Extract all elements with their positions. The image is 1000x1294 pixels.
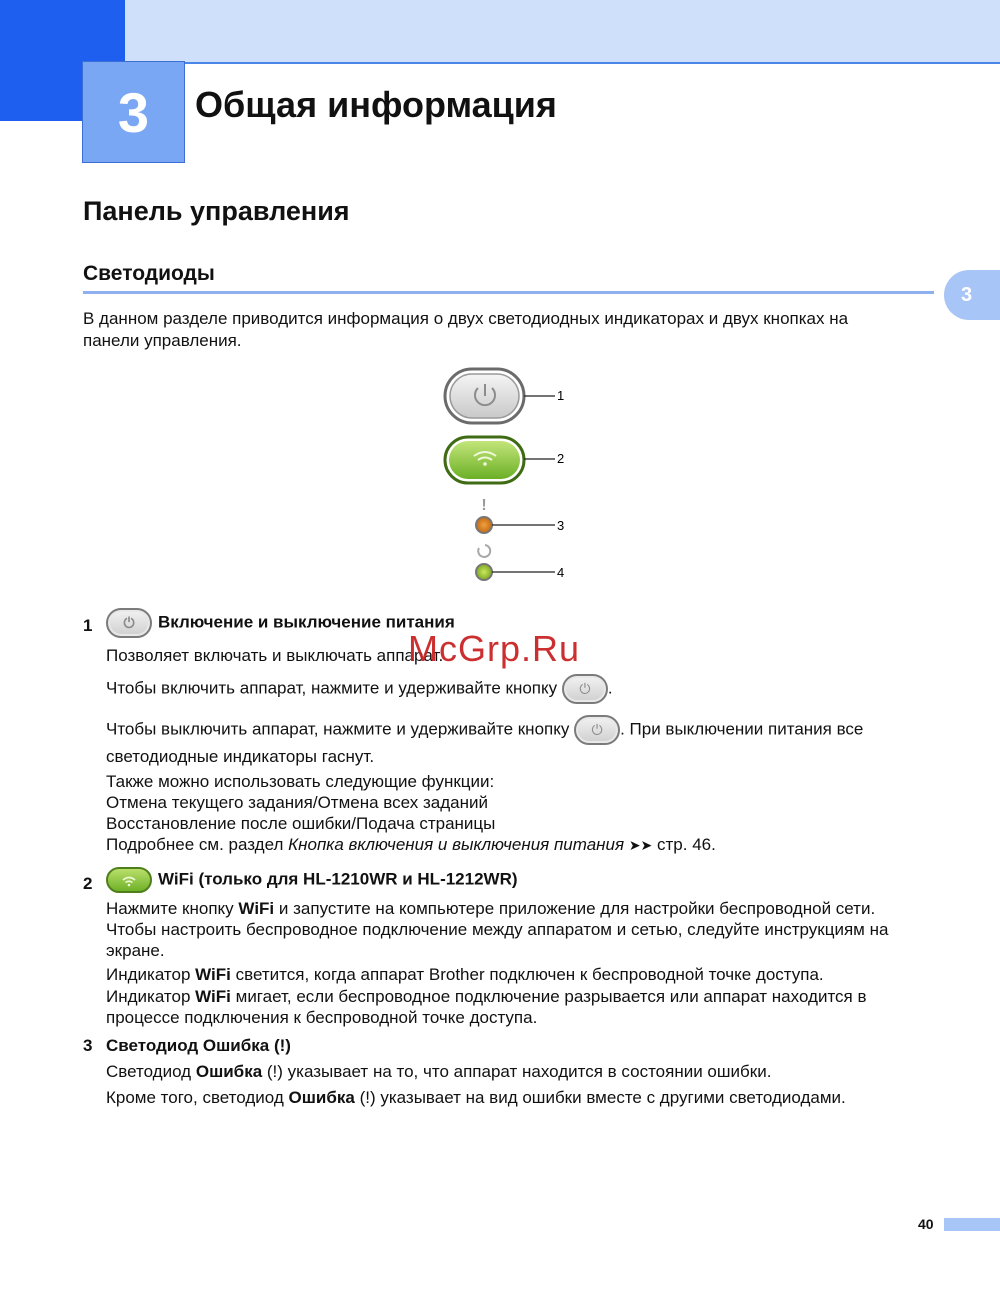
- item1-line-8: [106, 834, 716, 857]
- header-band: [0, 0, 1000, 64]
- item-title-3: Светодиод Ошибка (!): [106, 1036, 291, 1055]
- item-title-1: [106, 608, 455, 638]
- chapter-side-tab[interactable]: [944, 270, 1000, 320]
- item2-line-4: Индикатор WiFi светится, когда аппарат Brother подключен к беспроводной точке доступа.: [106, 965, 824, 984]
- item1-line-3-end: . При выключении питания все: [620, 719, 864, 739]
- item3-line-1: Светодиод Ошибка (!) указывает на то, что аппарат находится в состоянии ошибки.: [106, 1062, 772, 1081]
- item2-line-3: экране.: [106, 941, 165, 960]
- double-arrow-icon: ➤➤: [628, 837, 653, 853]
- intro-line-1: В данном разделе приводится информация о двух светодиодных индикаторах и двух кнопках на: [83, 309, 849, 328]
- power-button-icon: ⏻: [574, 715, 620, 745]
- item1-ref-prefix: Подробнее см. раздел: [106, 835, 284, 854]
- item1-line-2-end: .: [607, 678, 613, 698]
- item1-ref-page: стр. 46.: [657, 835, 716, 854]
- page-number: 40: [918, 1216, 934, 1232]
- item1-line-5: Также можно использовать следующие функции:: [106, 772, 495, 791]
- power-button-section-link[interactable]: Кнопка включения и выключения питания: [288, 835, 625, 854]
- chapter-title: Общая информация: [195, 84, 557, 125]
- subsection-rule: [83, 291, 934, 294]
- callout-1: 1: [557, 388, 565, 403]
- item-number-3: 3: [83, 1036, 93, 1055]
- item1-line-2-text: Чтобы включить аппарат, нажмите и удерживайте кнопку: [106, 678, 558, 698]
- wifi-button-icon: [106, 867, 152, 893]
- wifi-button[interactable]: [445, 437, 524, 483]
- item1-line-6: Отмена текущего задания/Отмена всех заданий: [106, 793, 488, 812]
- subsection-title: Светодиоды: [83, 262, 215, 285]
- item-number-1: 1: [83, 616, 93, 635]
- power-button-icon: ⏻: [562, 674, 608, 704]
- intro-line-2: панели управления.: [83, 331, 242, 350]
- ready-icon: [478, 545, 490, 557]
- callout-3: 3: [557, 518, 565, 533]
- side-tab-label: 3: [961, 283, 973, 306]
- item2-line-6: процессе подключения к беспроводной точке доступа.: [106, 1008, 538, 1027]
- item-title-2: [106, 867, 518, 893]
- item3-line-2: Кроме того, светодиод Ошибка (!) указывает на вид ошибки вместе с другими светодиодами.: [106, 1088, 846, 1107]
- item1-line-4: светодиодные индикаторы гаснут.: [106, 747, 375, 766]
- item2-line-2: Чтобы настроить беспроводное подключение между аппаратом и сетью, следуйте инструкциям на: [106, 920, 889, 939]
- item1-line-1: Позволяет включать и выключать аппарат.: [106, 646, 444, 665]
- item-title-1-text: Включение и выключение питания: [158, 612, 455, 632]
- chapter-number: 3: [117, 80, 150, 144]
- chapter-number-box: [82, 61, 185, 163]
- item1-line-7: Восстановление после ошибки/Подача страницы: [106, 814, 496, 833]
- error-symbol: !: [481, 497, 487, 514]
- control-panel-diagram: [430, 360, 590, 590]
- item1-line-3-text: Чтобы выключить аппарат, нажмите и удерживайте кнопку: [106, 719, 570, 739]
- item1-line-3: [106, 715, 863, 745]
- watermark: McGrp.Ru: [408, 628, 581, 669]
- error-led: [476, 517, 492, 533]
- section-title: Панель управления: [83, 196, 350, 226]
- ready-led: [476, 564, 492, 580]
- item1-line-2: [106, 674, 613, 704]
- item-number-2: 2: [83, 874, 93, 893]
- power-button[interactable]: [445, 369, 524, 423]
- power-button-icon: ⏻: [106, 608, 152, 638]
- item2-line-1: Нажмите кнопку WiFi и запустите на компьютере приложение для настройки беспроводной сети.: [106, 899, 876, 918]
- callout-4: 4: [557, 565, 565, 580]
- footer-bar: [944, 1218, 1000, 1231]
- item2-line-5: Индикатор WiFi мигает, если беспроводное подключение разрывается или аппарат находится в: [106, 987, 867, 1006]
- item-title-2-text: WiFi (только для HL-1210WR и HL-1212WR): [158, 869, 518, 889]
- callout-2: 2: [557, 451, 565, 466]
